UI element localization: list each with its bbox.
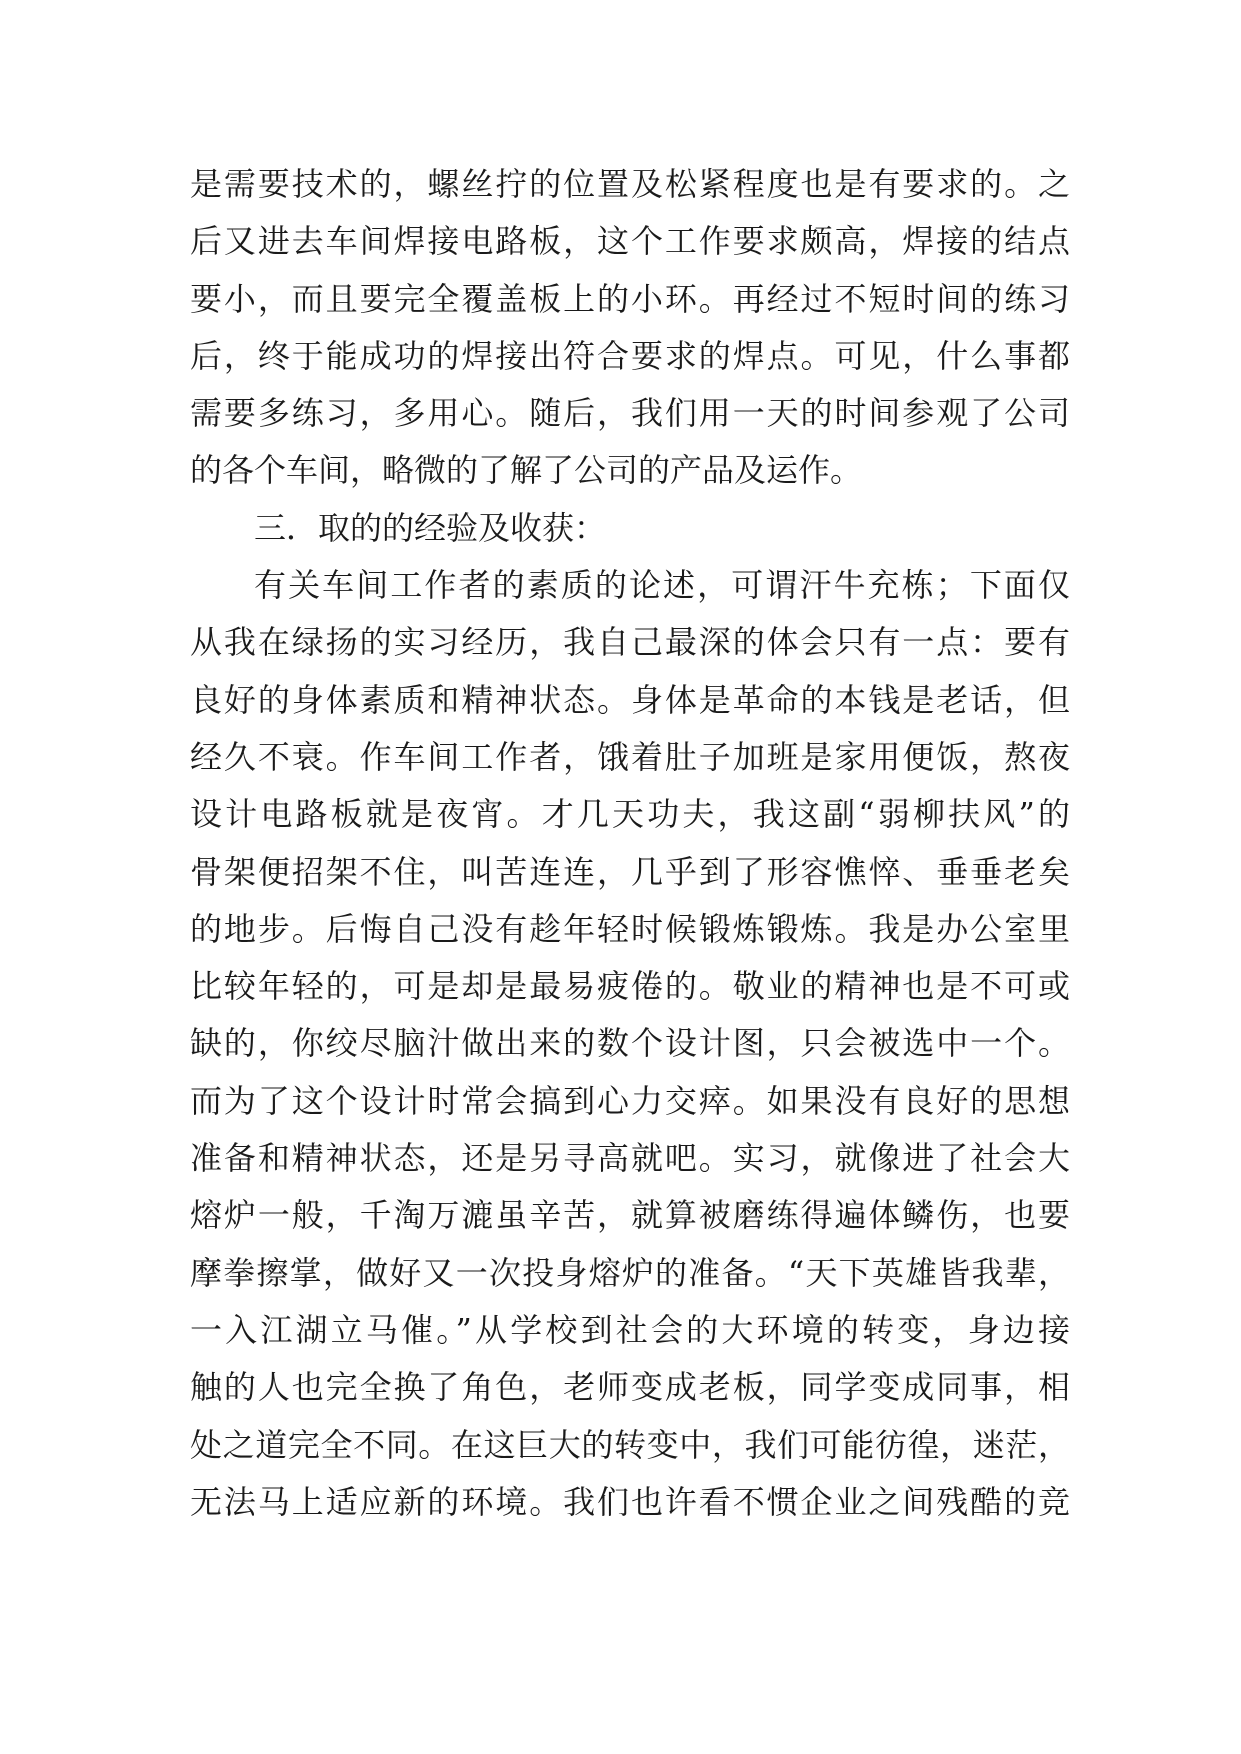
text-line: 触的人也完全换了角色，老师变成老板，同学变成同事，相	[190, 1368, 1070, 1407]
text-line: 后又进去车间焊接电路板，这个工作要求颇高，焊接的结点	[190, 222, 1070, 261]
text-line: 良好的身体素质和精神状态。身体是革命的本钱是老话，但	[190, 680, 1070, 719]
text-line: 摩拳擦掌，做好又一次投身熔炉的准备。“天下英雄皆我辈，	[190, 1253, 1070, 1292]
text-line: 后，终于能成功的焊接出符合要求的焊点。可见，什么事都	[190, 336, 1070, 375]
text-line: 的地步。后悔自己没有趁年轻时候锻炼锻炼。我是办公室里	[190, 909, 1070, 948]
text-line: 骨架便招架不住，叫苦连连，几乎到了形容憔悴、垂垂老矣	[190, 852, 1070, 891]
text-line: 设计电路板就是夜宵。才几天功夫，我这副“弱柳扶风”的	[190, 795, 1070, 834]
body-text	[190, 156, 1070, 1531]
text-line: 比较年轻的，可是却是最易疲倦的。敬业的精神也是不可或	[190, 967, 1070, 1006]
text-line: 而为了这个设计时常会搞到心力交瘁。如果没有良好的思想	[190, 1081, 1070, 1120]
text-line: 是需要技术的，螺丝拧的位置及松紧程度也是有要求的。之	[190, 165, 1070, 203]
text-line: 要小，而且要完全覆盖板上的小环。再经过不短时间的练习	[190, 279, 1070, 318]
text-line: 经久不衰。作车间工作者，饿着肚子加班是家用便饭，熬夜	[190, 737, 1070, 776]
text-line: 有关车间工作者的素质的论述，可谓汗牛充栋；下面仅	[254, 566, 1070, 605]
text-line: 的各个车间，略微的了解了公司的产品及运作。	[190, 451, 863, 490]
text-line: 从我在绿扬的实习经历，我自己最深的体会只有一点：要有	[190, 623, 1070, 662]
text-line: 无法马上适应新的环境。我们也许看不惯企业之间残酷的竞	[190, 1482, 1070, 1521]
text-line: 处之道完全不同。在这巨大的转变中，我们可能彷徨，迷茫，	[190, 1425, 1070, 1464]
text-line: 需要多练习，多用心。随后，我们用一天的时间参观了公司	[190, 394, 1070, 433]
text-line: 准备和精神状态，还是另寻高就吧。实习，就像进了社会大	[190, 1139, 1070, 1178]
section-heading: 三．取的的经验及收获：	[254, 508, 607, 547]
text-line: 熔炉一般，千淘万漉虽辛苦，就算被磨练得遍体鳞伤，也要	[190, 1196, 1070, 1235]
text-line: 一入江湖立马催。”从学校到社会的大环境的转变，身边接	[190, 1310, 1070, 1349]
text-line: 缺的，你绞尽脑汁做出来的数个设计图，只会被选中一个。	[190, 1024, 1070, 1063]
